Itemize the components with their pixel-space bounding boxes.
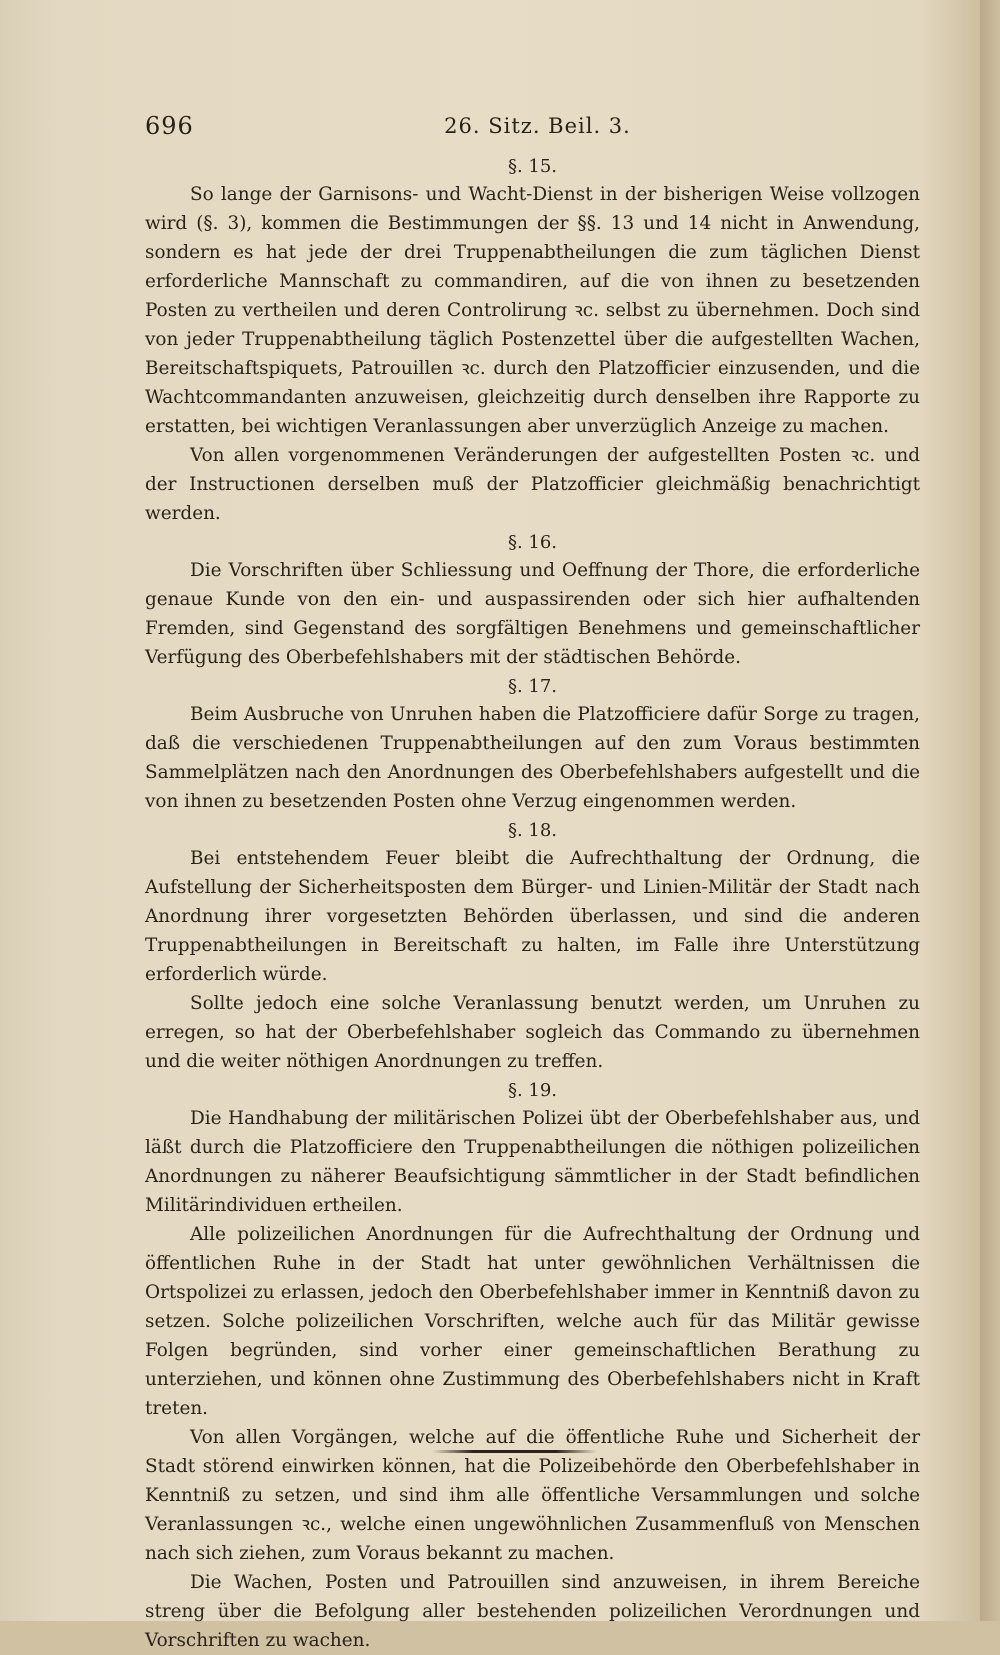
section-18: [145, 817, 920, 1076]
page-body: [145, 152, 920, 1655]
section-16: [145, 529, 920, 672]
paragraph: Alle polizeilichen Anordnungen für die Aufrechthaltung der Ordnung und öffentlichen Ruhe in der Stadt hat unter gewöhnlichen Verhältnissen die Ortspolizei zu erlassen, jedoch den Oberbefehlshaber immer in Kenntniß davon zu setzen. Solche polizeilichen Vorschriften, welche auch für das Militär gewisse Folgen begründen, sind vorher einer gemeinschaftlichen Berathung zu unterziehen, und können ohne Zustimmung des Oberbefehlshabers nicht in Kraft treten.: [145, 1224, 920, 1419]
section-heading: §. 15.: [507, 156, 558, 177]
section-heading: §. 19.: [507, 1080, 558, 1101]
page-edge: [980, 0, 1000, 1621]
paragraph: Die Vorschriften über Schliessung und Oeffnung der Thore, die erforderliche genaue Kunde von den ein- und auspassirenden oder sich hier aufhaltenden Fremden, sind Gegenstand des sorgfältigen Benehmens und gemeinschaftlicher Verfügung des Oberbefehlshabers mit der städtischen Behörde.: [145, 560, 920, 668]
page-header: [145, 112, 930, 146]
closing-rule: [432, 1450, 597, 1453]
section-heading: §. 16.: [507, 532, 558, 553]
paragraph: Sollte jedoch eine solche Veranlassung benutzt werden, um Unruhen zu erregen, so hat der Oberbefehlshaber sogleich das Commando zu übernehmen und die weiter nöthigen Anordnungen zu treffen.: [145, 993, 920, 1072]
paragraph: Von allen Vorgängen, welche auf die öffentliche Ruhe und Sicherheit der Stadt störend einwirken können, hat die Polizeibehörde den Oberbefehlshaber in Kenntniß zu setzen, und sind ihm alle öffentliche Versammlungen und solche Veranlassungen ꝛc., welche einen ungewöhnlichen Zusammenfluß von Menschen nach sich ziehen, zum Voraus bekannt zu machen.: [145, 1427, 920, 1564]
paragraph: So lange der Garnisons- und Wacht-Dienst in der bisherigen Weise vollzogen wird (§. 3), kommen die Bestimmungen der §§. 13 und 14 nicht in Anwendung, sondern es hat jede der drei Truppenabtheilungen die zum täglichen Dienst erforderliche Mannschaft zu commandiren, auf die von ihnen zu besetzenden Posten zu vertheilen und deren Controlirung ꝛc. selbst zu übernehmen. Doch sind von jeder Truppenabtheilung täglich Postenzettel über die aufgestellten Wachen, Bereitschaftspiquets, Patrouillen ꝛc. durch den Platzofficier einzusenden, und die Wachtcommandanten anzuweisen, gleichzeitig durch denselben ihre Rapporte zu erstatten, bei wichtigen Veranlassungen aber unverzüglich Anzeige zu machen.: [145, 184, 920, 437]
page-number: 696: [145, 112, 194, 140]
paragraph: Von allen vorgenommenen Veränderungen der aufgestellten Posten ꝛc. und der Instructionen derselben muß der Platzofficier gleichmäßig benachrichtigt werden.: [145, 445, 920, 524]
paragraph: Die Handhabung der militärischen Polizei übt der Oberbefehlshaber aus, und läßt durch die Platzofficiere den Truppenabtheilungen die nöthigen polizeilichen Anordnungen zu näherer Beaufsichtigung sämmtlicher in der Stadt befindlichen Militärindividuen ertheilen.: [145, 1108, 920, 1216]
section-17: [145, 673, 920, 816]
section-15: [145, 153, 920, 528]
section-heading: §. 18.: [507, 820, 558, 841]
paragraph: Die Wachen, Posten und Patrouillen sind anzuweisen, in ihrem Bereiche streng über die Befolgung aller bestehenden polizeilichen Verordnungen und Vorschriften zu wachen.: [145, 1572, 920, 1651]
paragraph: Bei entstehendem Feuer bleibt die Aufrechthaltung der Ordnung, die Aufstellung der Sicherheitsposten dem Bürger- und Linien-Militär der Stadt nach Anordnung ihrer vorgesetzten Behörden überlassen, und sind die anderen Truppenabtheilungen in Bereitschaft zu halten, im Falle ihre Unterstützung erforderlich würde.: [145, 848, 920, 985]
running-head: 26. Sitz. Beil. 3.: [444, 114, 631, 138]
section-19: [145, 1077, 920, 1655]
paragraph: Beim Ausbruche von Unruhen haben die Platzofficiere dafür Sorge zu tragen, daß die verschiedenen Truppenabtheilungen auf den zum Voraus bestimmten Sammelplätzen nach den Anordnungen des Oberbefehlshabers aufgestellt und die von ihnen zu besetzenden Posten ohne Verzug eingenommen werden.: [145, 704, 920, 812]
section-heading: §. 17.: [507, 676, 558, 697]
